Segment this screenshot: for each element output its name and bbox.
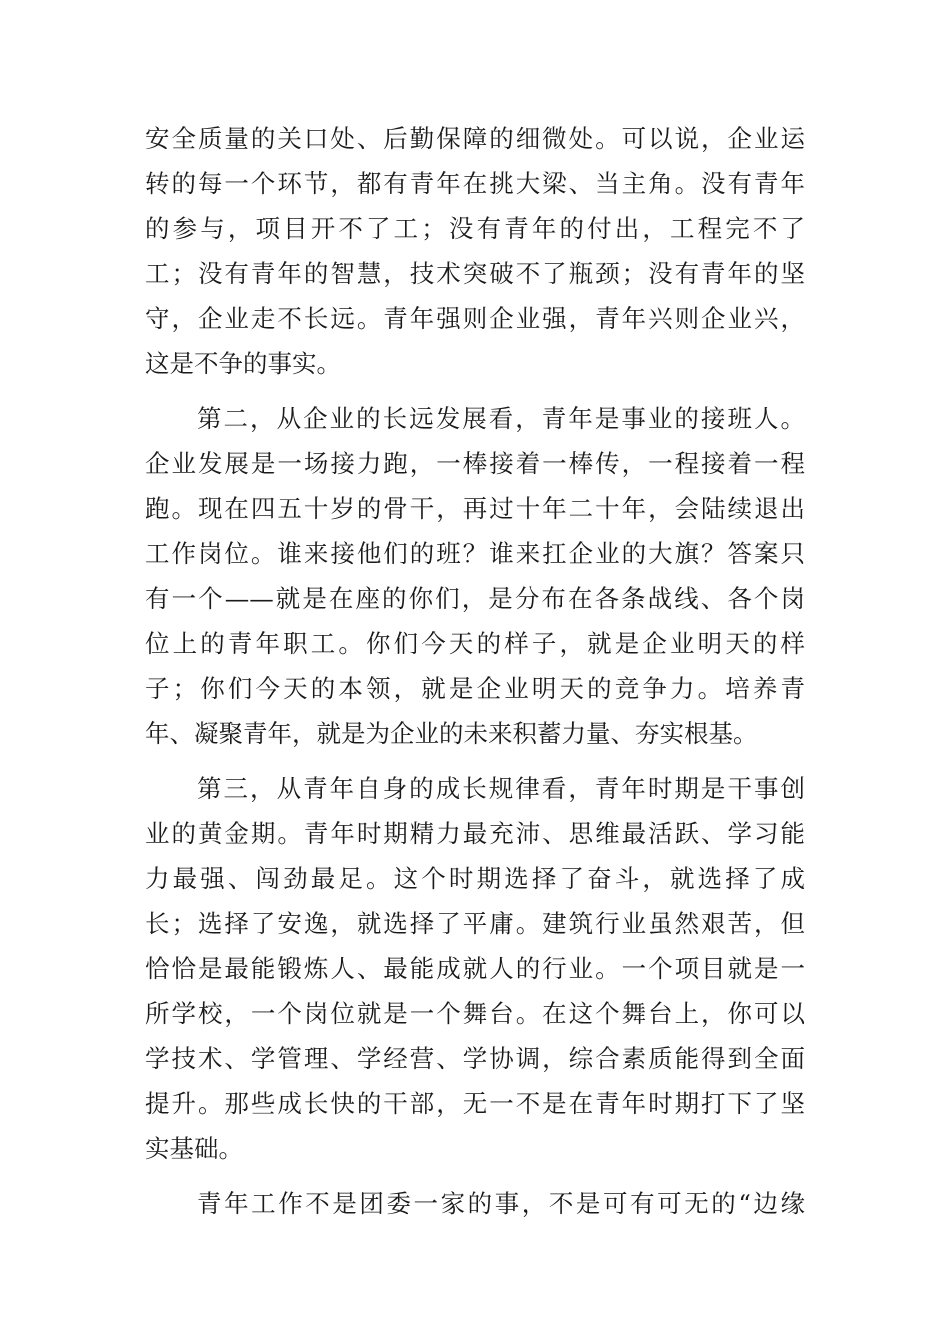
text-line: 力最强、闯劲最足。这个时期选择了奋斗，就选择了成 bbox=[145, 864, 805, 893]
text-line: 恰恰是最能锻炼人、最能成就人的行业。一个项目就是一 bbox=[145, 954, 805, 983]
text-line: 实基础。 bbox=[145, 1134, 243, 1163]
paragraph-first-line: 青年工作不是团委一家的事，不是可有可无的“边缘 bbox=[197, 1189, 805, 1218]
text-line: 长；选择了安逸，就选择了平庸。建筑行业虽然艰苦，但 bbox=[145, 909, 805, 938]
text-line: 学技术、学管理、学经营、学协调，综合素质能得到全面 bbox=[145, 1044, 805, 1073]
text-line: 工；没有青年的智慧，技术突破不了瓶颈；没有青年的坚 bbox=[145, 259, 805, 288]
text-line: 安全质量的关口处、后勤保障的细微处。可以说，企业运 bbox=[145, 124, 805, 153]
text-line: 业的黄金期。青年时期精力最充沛、思维最活跃、学习能 bbox=[145, 819, 805, 848]
paragraph-first-line: 第二，从企业的长远发展看，青年是事业的接班人。 bbox=[197, 404, 805, 433]
text-line: 这是不争的事实。 bbox=[145, 349, 341, 378]
text-line: 所学校，一个岗位就是一个舞台。在这个舞台上，你可以 bbox=[145, 999, 805, 1028]
text-line: 子；你们今天的本领，就是企业明天的竞争力。培养青 bbox=[145, 674, 805, 703]
text-line: 位上的青年职工。你们今天的样子，就是企业明天的样 bbox=[145, 629, 805, 658]
text-line: 的参与，项目开不了工；没有青年的付出，工程完不了 bbox=[145, 214, 805, 243]
text-line: 年、凝聚青年，就是为企业的未来积蓄力量、夯实根基。 bbox=[145, 719, 758, 748]
text-line: 工作岗位。谁来接他们的班？谁来扛企业的大旗？答案只 bbox=[145, 539, 805, 568]
text-line: 守，企业走不长远。青年强则企业强，青年兴则企业兴， bbox=[145, 304, 805, 333]
text-line: 企业发展是一场接力跑，一棒接着一棒传，一程接着一程 bbox=[145, 449, 805, 478]
text-line: 转的每一个环节，都有青年在挑大梁、当主角。没有青年 bbox=[145, 169, 805, 198]
text-line: 跑。现在四五十岁的骨干，再过十年二十年，会陆续退出 bbox=[145, 494, 805, 523]
paragraph-first-line: 第三，从青年自身的成长规律看，青年时期是干事创 bbox=[197, 774, 805, 803]
text-line: 提升。那些成长快的干部，无一不是在青年时期打下了坚 bbox=[145, 1089, 805, 1118]
text-line: 有一个——就是在座的你们，是分布在各条战线、各个岗 bbox=[145, 584, 805, 613]
